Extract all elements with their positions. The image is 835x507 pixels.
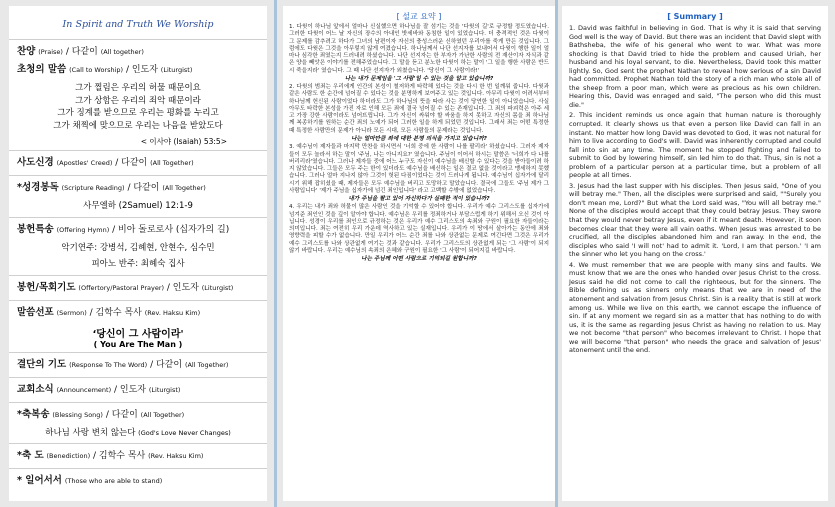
stand-footnote: * 일어서서 (Those who are able to stand) (17, 475, 163, 486)
order-response: 결단의 기도 (Response To The Word) / 다같이 (All Together) (17, 358, 229, 370)
reflection-question-3: 내가 주님을 팔고 있어 자신하다가 실패한 적이 있습니까? (348, 196, 490, 203)
order-benediction: *축 도 (Benediction) / 김학수 목사 (Rev. Haksu Kim) (17, 450, 204, 461)
offering-pianist: 피아노 반주: 최혜숙 집사 (91, 259, 185, 269)
blessing-song-title: 하나님 사랑 변치 않는다 (God's Love Never Changes) (45, 427, 231, 438)
divider (9, 443, 267, 444)
sermon-subtitle: ( You Are The Man ) (93, 339, 183, 349)
divider (9, 217, 267, 218)
order-call-to-worship: 초청의 말씀 (Call to Worship) / 인도자 (Liturgist) (17, 64, 193, 75)
offering-performers: 악기연주: 강병석, 김혜현, 안현수, 심수민 (61, 242, 215, 253)
divider (9, 39, 267, 40)
korean-summary-heading: [ 설교 요약 ] (396, 12, 442, 21)
reflection-question-2: 나는 얼마만큼 죄에 대한 분명 의식을 가지고 있습니까? (351, 135, 487, 142)
divider (9, 468, 267, 469)
divider (9, 377, 267, 378)
divider (9, 275, 267, 276)
english-paragraph-3: 3. Jesus had the last supper with his disciples. Then Jesus said, "One of you will betray me." Then, all the disciples were surprised and said, ""Surely you don't mean me, Lord?" But what the Lord said was, "You will all betray me." None of the disciples would accept that they could betray Jesus. They swore that they would never betray Jesus, even if it meant death. However, it soon becomes clear that they were all vain oaths. When Jesus was arrested to be crucified, all the disciples abandoned him and ran away. In the end, the disciples who said 'I will not' had to admit it. 'Lord, I am that person.' 'I am the sinner who let you hang on the cross.' (569, 181, 821, 259)
divider (9, 175, 267, 176)
korean-paragraph-3: 3. 예수님이 제자들과 마지막 만찬을 하시면서 '너희 중에 한 사람이 나를 팔리라' 하셨습니다. 그러자 제자들이 모두 놀라서 하는 말이 '주님, 나는 아니지요?' 였습니다. 주님이 이어서 하시는 말씀은 '너희가 다 나를 버리리라'였습니다. 그러나 제자들 중에 어느 누구도 자신이 예수님을 배신할 수 있다는 것을 받아들이려 하지 않았습니다. 그들은 모두 주는 한이 있더라도 예수님을 배신하는 일은 결코 없을 것이라고 맹세하지 못했습니다. 그러나 얼마 지나지 않아 그것이 헛된 다짐이었다는 것이 드러나게 됩니다. 예수님이 십자가에 달리시기 위해 잡히셨을 때, 제자들은 모두 예수님을 버리고 도망하고 말았습니다. 결국에 그들도 '주님 제가 그 사람입니다' '제가 주님을 십자가에 넘긴 죄인입니다' 라고 고백할 수밖에 없었습니다. (289, 144, 549, 194)
reading-reference: 사무엘하 (2Samuel) 12:1-9 (83, 201, 193, 211)
english-summary-panel (562, 6, 828, 501)
bulletin-title: In Spirit and Truth We Worship (62, 19, 214, 30)
english-paragraph-2: 2. This incident reminds us once again that human nature is thoroughly corrupted. It clearly shows us that even a person like David can fall in an instant. No matter how long David was devoted to God, it was not natural for him to live according to God's will. David was inherently corrupted and could fall into sin at any time. The moment he stopped fighting and failed to submit to God by lowering himself, sin led him to do that. Thus, sin is not a problem of a particular person at a particular time, but a problem of all people at all times. (569, 111, 821, 180)
page-divider-left (274, 0, 277, 507)
korean-paragraph-4: 4. 우리는 내가 죄와 허물이 많은 사람인 것을 기억할 수 있어야 합니다. 우리가 예수 그리스도를 십자가에 넘겨준 죄인인 것을 깊이 알아야 합니다. 예수님은 우리를 정죄하거나 부담스럽게 하기 위해서 오신 것이 아닙니다. 성경이 우리를 죄인으로 규정하는 것은 우리가 예수 그리스도의 속죄와 구원이 필요한 자들이라는 의미입니다. 죄는 여전히 우리 가운데 역사하고 있는 실재입니다. 우리가 이 땅에서 살아가는 동안에 죄와 영향력을 피할 수가 없습니다. 만일 우리가 어느 순간 죄를 나와 상관없는 문제로 여긴다면 그것은 우리가 예수 그리스도를 나와 상관없게 여기는 것과 같습니다. 우리가 그리스도의 상관없게 되는 '그 사람'이 되지 않기 바랍니다. 우리는 예수님의 속죄의 은혜와 구원이 필요한 '그 사람'이 되어지길 바랍니다. (289, 204, 549, 254)
divider (9, 300, 267, 301)
korean-summary-panel (283, 6, 555, 501)
english-paragraph-4: 4. We must remember that we are people with many sins and faults. We must know that we are the ones who handed over Jesus Christ to the cross. Jesus said he did not come to call the righteous, but for the sinners. The Bible defining us as sinners only means that we are in need of the atonement and salvation from Jesus Christ. Sin is a reality that is still at work among us. While we live on this earth, we cannot escape the influence of sin. If at any moment we regard sin as a matter that has nothing to do with us, it is the same as regarding Jesus Christ as having no relation to us. May we not become "that person" who becomes irrelevant to Christ. I hope that we will become "that person" who needs the grace and salvation of Jesus' atonement until the end. (569, 260, 821, 355)
order-offering-hymn: 봉헌특송 (Offering Hymn) / 비아 돌로로사 (십자가의 길) (17, 223, 230, 235)
divider (9, 352, 267, 353)
divider (9, 150, 267, 151)
order-offertory-prayer: 봉헌/목회기도 (Offertory/Pastoral Prayer) / 인도자 (Liturgist) (17, 281, 234, 293)
order-creed: 사도신경 (Apostles' Creed) / 다같이 (All Together) (17, 157, 194, 168)
korean-paragraph-1: 1. 다윗이 하나님 앞에서 얼마나 신실했으면 하나님을 잘 섬기는 것을 '다윗의 길'로 규정할 정도였습니다. 그러한 다윗이 어느 날 자신의 장수의 아내인 밧세바와 동침한 일이 있었습니다. 더 충격적인 것은 다윗이 그 문제를 감추려고 하다가 그녀의 남편이자 자신의 충성스러운 신하였던 우리아를 죽게 만든 것입니다. 그럼에도 다윗은 그것을 아무렇지 않게 여겼습니다. 하나님께서 나단 선지자를 보내어서 다윗이 행한 일이 얼마나 심각한 죄였는지 드러내려 하셨습니다. 나단 선지자는 한 부자가 가난한 사람의 전 재산이자 자식과 같은 양을 빼앗은 이야기를 전해주었습니다. 그 말을 듣고 분노한 다윗이 하는 말이 '그 일을 행한 사람은 반드시 죽을지라' 였습니다. 그 때 나단 선지자가 외쳤습니다. '당신이 그 사람이라!' (289, 24, 549, 74)
page-divider-right (555, 0, 558, 507)
worship-order-panel (9, 6, 267, 501)
korean-paragraph-2: 2. 다윗의 범죄는 우리에게 인간의 본성이 철저하게 타락해 있다는 것을 다시 한 번 일깨워 줍니다. 다윗과 같은 사람도 한 순간에 넘어질 수 있다는 것을 분명하게 보여주고 있는 것입니다. 아무리 다윗이 어려서부터 하나님께 헌신된 사람이었다 하더라도 그가 하나님의 뜻을 따라 사는 것이 당연한 일이 아니었습니다. 사실 아무도 타락한 본성을 가진 자로 인해 모든 죄에 결국 넘어질 수 있는 존재입니다. 그 죄의 파괴력은 아주 세고 가장 강한 사람이라도 넘어뜨립니다. 그가 자신이 싸워야 할 싸움을 하지 못하고 자신의 몸을 죄 하나님께 복종하기를 원하는 순간 죄의 노예가 되어 그러한 일을 하게 되었던 것입니다. 그래서 죄는 어떤 특정한 때 특정한 사람만의 문제가 아니라 모든 시대, 모든 사람들의 문제라는 것입니다. (289, 84, 549, 134)
scripture-quote: 그가 찔림은 우리의 허물 때문이요 그가 상함은 우리의 죄악 때문이라 그가 징계를 받으므로 우리는 평화를 누리고 그가 채찍에 맞으므로 우리는 나음을 받았도다 (53, 83, 223, 131)
english-paragraph-1: 1. David was faithful in believing in God. That is why it is said that serving God well is the way of David. But there was an incident that David slept with Bathsheba, the wife of his general who went to war. What was more shocking is that David tried to hide the problem and caused Uriah, her husband and his loyal servant, to die. Nevertheless, David took this matter lightly. So, God sent the prophet Nathan to reveal how serious of a sin David had committed. Prophet Nathan told the story of a rich man who stole all of the sheep from a poor man, which were as precious as his own children. Hearing this, David was enraged and said, "The person who did this must die." (569, 24, 821, 109)
order-praise: 찬양 (Praise) / 다같이 (All together) (17, 46, 144, 57)
divider (9, 402, 267, 403)
order-announcement: 교회소식 (Announcement) / 인도자 (Liturgist) (17, 383, 181, 395)
scripture-reference: < 이사야 (Isaiah) 53:5> (140, 137, 227, 146)
reflection-question-1: 나는 내가 문제임을 '그 사람'일 수 있는 것을 알고 있습니까? (344, 75, 494, 82)
sermon-title: ‘당신이 그 사람이라' (92, 328, 184, 340)
english-summary-heading: [ Summary ] (667, 12, 723, 21)
order-scripture-reading: *성경봉독 (Scripture Reading) / 다같이 (All Together) (17, 182, 206, 193)
order-blessing-song: *축복송 (Blessing Song) / 다같이 (All Together) (17, 408, 185, 420)
order-sermon: 말씀선포 (Sermon) / 김학수 목사 (Rev. Haksu Kim) (17, 306, 201, 318)
reflection-question-4: 나는 주님께 어떤 사람으로 기억되길 원합니까? (361, 256, 477, 263)
